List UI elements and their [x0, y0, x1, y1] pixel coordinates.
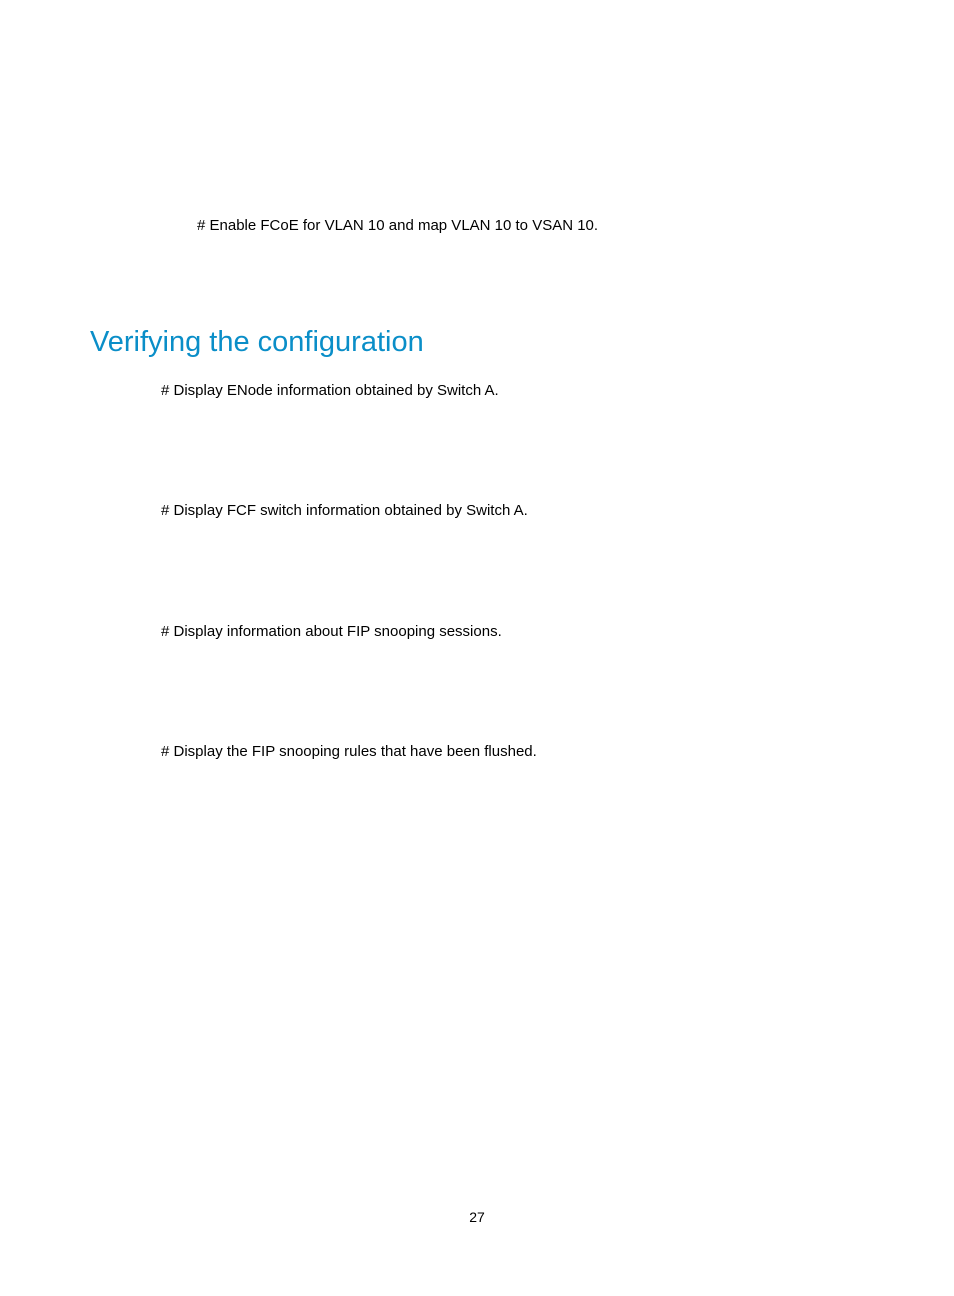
section-heading: Verifying the configuration — [90, 326, 424, 358]
step-display-fip-sessions: # Display information about FIP snooping sessions. — [161, 623, 502, 640]
step-display-enode: # Display ENode information obtained by Switch A. — [161, 382, 499, 399]
intro-step-text: # Enable FCoE for VLAN 10 and map VLAN 10 to VSAN 10. — [197, 217, 599, 234]
step-display-flushed-rules: # Display the FIP snooping rules that have been flushed. — [161, 743, 537, 760]
step-display-fcf-switch: # Display FCF switch information obtained by Switch A. — [161, 502, 528, 519]
page-number: 27 — [469, 1209, 485, 1225]
